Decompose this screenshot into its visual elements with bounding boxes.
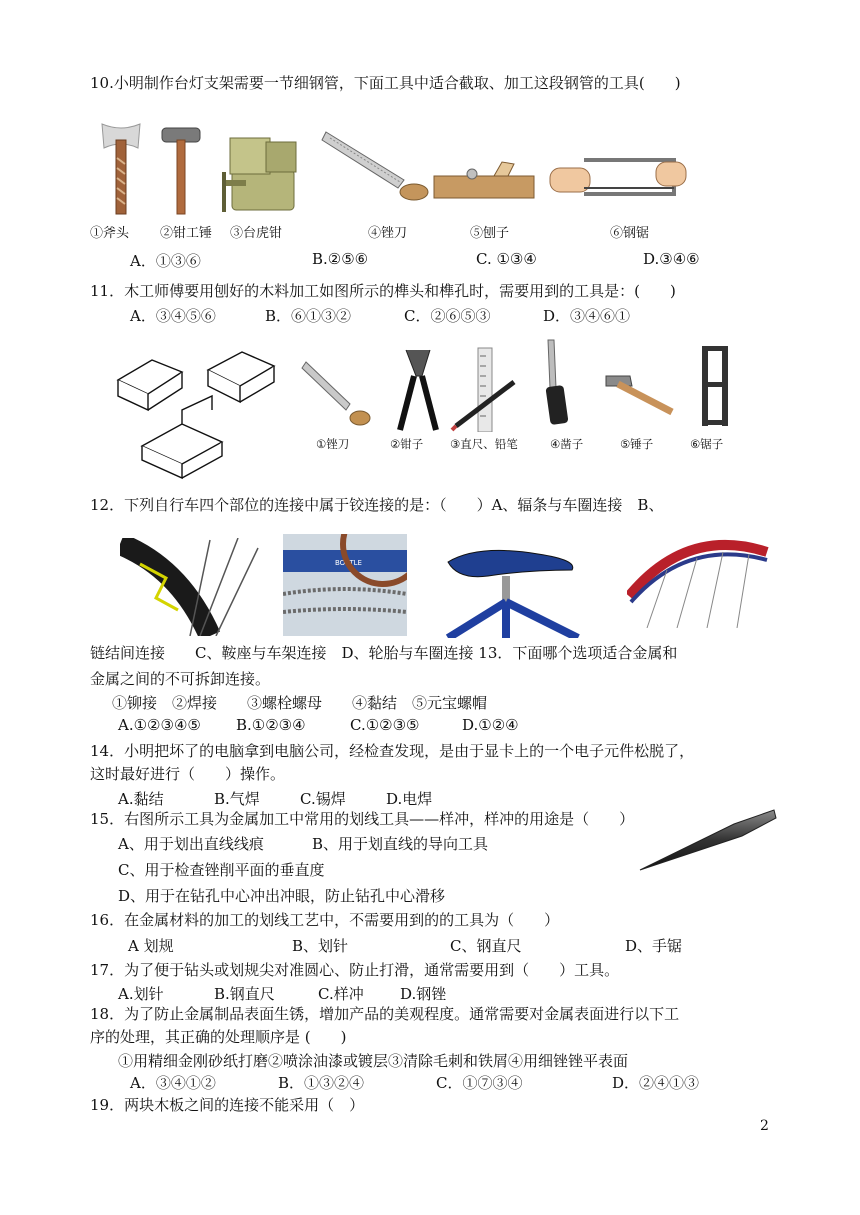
q14-stem: 14．小明把坏了的电脑拿到电脑公司，经检查发现，是由于显卡上的一个电子元件松脱了， — [90, 742, 695, 760]
q11-label-chisel: ④凿子 — [550, 437, 584, 451]
q15-option-a[interactable]: A、用于划出直线线痕 — [118, 835, 264, 853]
chisel-image — [538, 338, 576, 428]
bench-vise-image — [222, 120, 302, 218]
q13-option-c[interactable]: C.①②③⑤ — [350, 716, 420, 734]
q16-option-c[interactable]: C、钢直尺 — [450, 937, 522, 955]
q14-option-b[interactable]: B.气焊 — [214, 790, 260, 808]
q16-option-a[interactable]: A 划规 — [128, 937, 174, 955]
q11-label-saw: ⑥锯子 — [690, 437, 724, 451]
tire-rim-photo — [627, 536, 769, 628]
q11-option-d[interactable]: D．③④⑥① — [543, 307, 631, 325]
q13-option-a[interactable]: A.①②③④⑤ — [118, 716, 201, 734]
q12-continuation: 链结间连接 C、鞍座与车架连接 D、轮胎与车圈连接 13．下面哪个选项适合金属和 — [90, 644, 678, 662]
frame-decal-text: BOTTLE — [335, 559, 362, 567]
q11-label-pliers: ②钳子 — [390, 437, 424, 451]
q11-label-ruler-pencil: ③直尺、铅笔 — [450, 437, 518, 451]
q10-caption-file: ④锉刀 — [368, 226, 408, 241]
q17-stem: 17．为了便于钻头或划规尖对准圆心、防止打滑，通常需要用到（ ）工具。 — [90, 961, 620, 979]
q17-option-c[interactable]: C.样冲 — [318, 985, 364, 1003]
q11-label-hammer: ⑤锤子 — [620, 437, 654, 451]
q15-option-c[interactable]: C、用于检查锉削平面的垂直度 — [118, 861, 325, 879]
q17-option-d[interactable]: D.钢锉 — [400, 985, 447, 1003]
q17-option-b[interactable]: B.钢直尺 — [214, 985, 275, 1003]
q11-option-a[interactable]: A．③④⑤⑥ — [130, 307, 216, 325]
ruler-pencil-image — [448, 346, 524, 432]
q14-continuation: 这时最好进行（ ）操作。 — [90, 765, 286, 783]
q18-items: ①用精细金刚砂纸打磨②喷涂油漆或镀层③清除毛刺和铁屑④用细锉锉平表面 — [118, 1052, 629, 1070]
q10-option-b[interactable]: B.②⑤⑥ — [312, 250, 369, 268]
bike-saddle-photo — [428, 540, 588, 638]
q13-items: ①铆接 ②焊接 ③螺栓螺母 ④黏结 ⑤元宝螺帽 — [112, 694, 488, 712]
q10-caption-hammer: ②钳工锤 — [160, 226, 213, 241]
rasp-file-image — [300, 352, 380, 432]
q11-label-rasp: ①锉刀 — [316, 437, 350, 451]
q10-stem: 10.小明制作台灯支架需要一节细钢管，下面工具中适合截取、加工这段钢管的工具( ) — [90, 74, 681, 92]
file-tool-image — [320, 126, 430, 204]
q18-option-c[interactable]: C．①⑦③④ — [436, 1074, 523, 1092]
q14-option-a[interactable]: A.黏结 — [118, 790, 164, 808]
bike-chain-photo — [283, 534, 407, 636]
q15-stem: 15．右图所示工具为金属加工中常用的划线工具——样冲，样冲的用途是（ ） — [90, 810, 635, 828]
q18-stem: 18．为了防止金属制品表面生锈，增加产品的美观程度。通常需要对金属表面进行以下工 — [90, 1005, 680, 1023]
hacksaw-image — [544, 148, 694, 202]
q10-option-a[interactable]: A．①③⑥ — [130, 252, 201, 270]
q15-option-b[interactable]: B、用于划直线的导向工具 — [312, 835, 489, 853]
page-number: 2 — [760, 1118, 769, 1134]
q10-option-c[interactable]: C. ①③④ — [476, 250, 537, 268]
q11-option-b[interactable]: B．⑥①③② — [265, 307, 352, 325]
frame-saw-image — [696, 342, 736, 430]
wheel-rim-spokes-photo — [120, 538, 264, 636]
axe-image — [98, 118, 144, 216]
q13-continuation: 金属之间的不可拆卸连接。 — [90, 670, 271, 688]
q16-stem: 16．在金属材料的加工的划线工艺中，不需要用到的的工具为（ ） — [90, 911, 560, 929]
q14-option-d[interactable]: D.电焊 — [386, 790, 433, 808]
q18-option-a[interactable]: A．③④①② — [130, 1074, 216, 1092]
q16-option-b[interactable]: B、划针 — [292, 937, 349, 955]
q10-caption-plane: ⑤刨子 — [470, 226, 510, 241]
pliers-image — [392, 346, 444, 432]
q16-option-d[interactable]: D、手锯 — [625, 937, 683, 955]
q15-option-d[interactable]: D、用于在钻孔中心冲出冲眼，防止钻孔中心滑移 — [118, 887, 446, 905]
claw-hammer-image — [602, 370, 678, 418]
q18-option-d[interactable]: D．②④①③ — [612, 1074, 700, 1092]
q18-option-b[interactable]: B．①③②④ — [278, 1074, 365, 1092]
q18-continuation: 序的处理，其正确的处理顺序是 ( ) — [90, 1028, 347, 1046]
q11-stem: 11．木工师傅要用刨好的木料加工如图所示的榫头和榫孔时，需要用到的工具是：( ) — [90, 282, 676, 300]
q14-option-c[interactable]: C.锡焊 — [300, 790, 346, 808]
q11-option-c[interactable]: C．②⑥⑤③ — [404, 307, 491, 325]
q10-caption-hacksaw: ⑥钢锯 — [610, 226, 650, 241]
q10-option-d[interactable]: D.③④⑥ — [643, 250, 700, 268]
q19-stem: 19．两块木板之间的连接不能采用（ ） — [90, 1096, 365, 1114]
q10-caption-axe: ①斧头 — [90, 226, 130, 241]
q13-option-d[interactable]: D.①②④ — [462, 716, 519, 734]
hammer-image — [158, 124, 204, 216]
plane-tool-image — [432, 160, 536, 202]
q17-option-a[interactable]: A.划针 — [118, 985, 164, 1003]
q12-stem: 12．下列自行车四个部位的连接中属于铰连接的是：（ ）A、辐条与车圈连接 B、 — [90, 496, 664, 514]
q13-option-b[interactable]: B.①②③④ — [236, 716, 306, 734]
center-punch-image — [638, 808, 778, 874]
tenon-mortise-diagram — [112, 350, 292, 480]
q10-caption-vise: ③台虎钳 — [230, 226, 283, 241]
